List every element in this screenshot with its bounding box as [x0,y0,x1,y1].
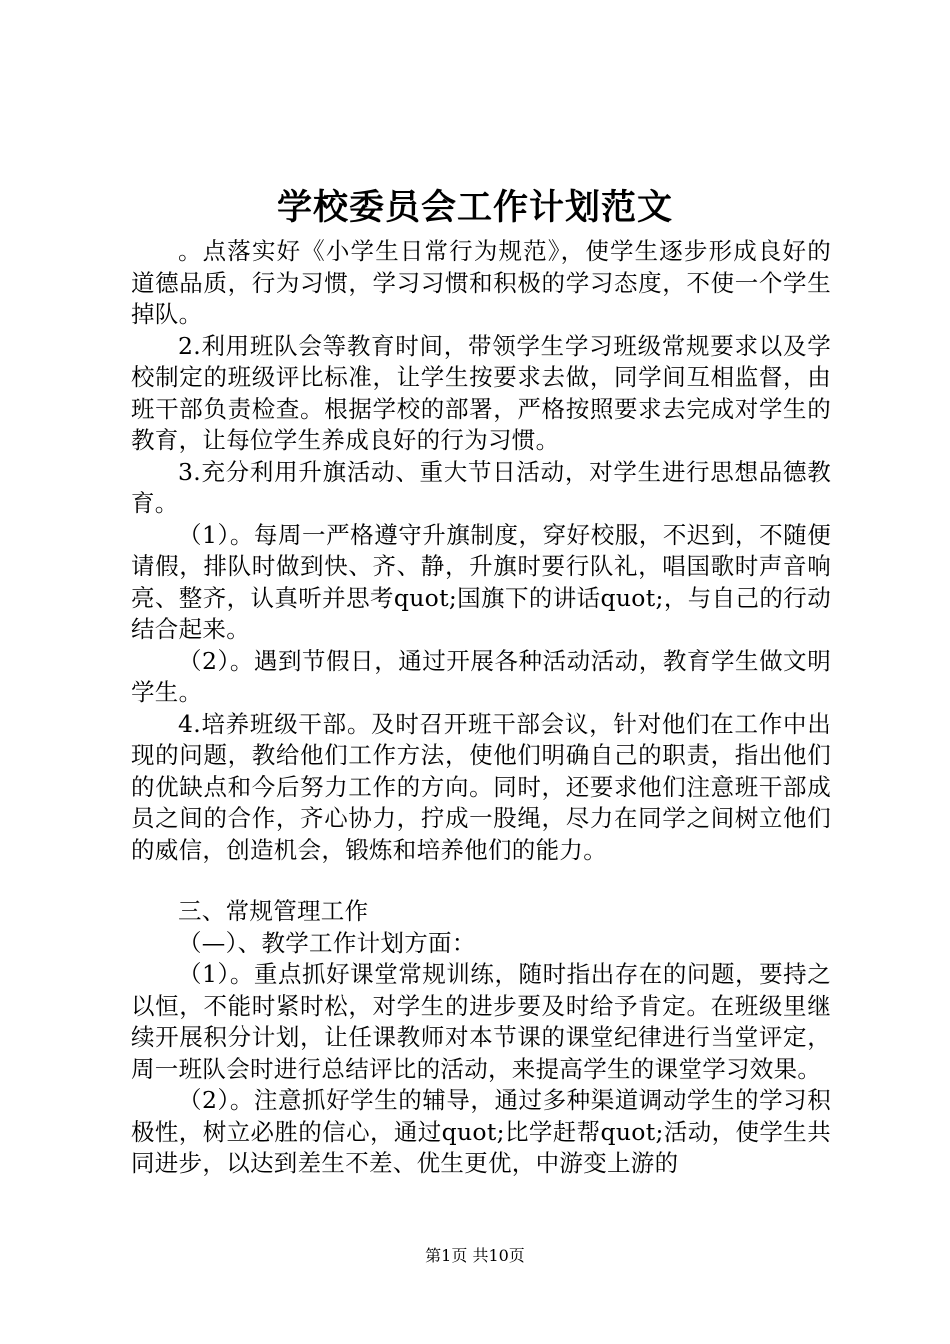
subsection-heading-teaching-plan: （—）、教学工作计划方面： [178,928,476,957]
section-heading-routine-management: 三、常规管理工作 [178,897,369,925]
page-number-footer: 第1页 共10页 [425,1246,525,1265]
paragraph-classroom-routine: （1）。重点抓好课堂常规训练，随时指出存在的问题，要持之以恒，不能时紧时松，对学生的进步要及时给予肯定。在班级里继续开展积分计划，让任课教师对本节课的课堂纪律进行当堂评定，周一班队会时进行总结评比的活动，来提高学生的课堂学习效果。 [131,960,831,1083]
paragraph-behavior-norms: 。点落实好《小学生日常行为规范》，使学生逐步形成良好的道德品质，行为习惯，学习习惯和积极的学习态度，不使一个学生掉队。 [131,237,831,328]
paragraph-flag-activities: 3.充分利用升旗活动、重大节日活动，对学生进行思想品德教育。 [131,457,831,517]
paragraph-spacer [131,866,831,896]
paragraph-class-meeting: 2.利用班队会等教育时间，带领学生学习班级常规要求以及学校制定的班级评比标准，让学生按要求去做，同学间互相监督，由班干部负责检查。根据学校的部署，严格按照要求去完成对学生的教育，让每位学生养成良好的行为习惯。 [131,331,831,454]
document-body [131,236,831,1180]
paragraph-class-cadres: 4.培养班级干部。及时召开班干部会议，针对他们在工作中出现的问题，教给他们工作方法，使他们明确自己的职责，指出他们的优缺点和今后努力工作的方向。同时，还要求他们注意班干部成员之间的合作，齐心协力，拧成一股绳，尽力在同学之间树立他们的威信，创造机会，锻炼和培养他们的能力。 [131,709,831,864]
paragraph-student-tutoring: （2）。注意抓好学生的辅导，通过多种渠道调动学生的学习积极性，树立必胜的信心，通过quot;比学赶帮quot;活动，使学生共同进步，以达到差生不差、优生更优，中游变上游的 [131,1086,831,1177]
paragraph-holidays: （2）。遇到节假日，通过开展各种活动活动，教育学生做文明学生。 [131,646,831,706]
document-title: 学校委员会工作计划范文 [276,187,673,228]
paragraph-flag-raising: （1）。每周一严格遵守升旗制度，穿好校服，不迟到，不随便请假，排队时做到快、齐、静，升旗时要行队礼，唱国歌时声音响亮、整齐，认真听并思考quot;国旗下的讲话quot;，与自己的行动结合起来。 [131,520,831,643]
